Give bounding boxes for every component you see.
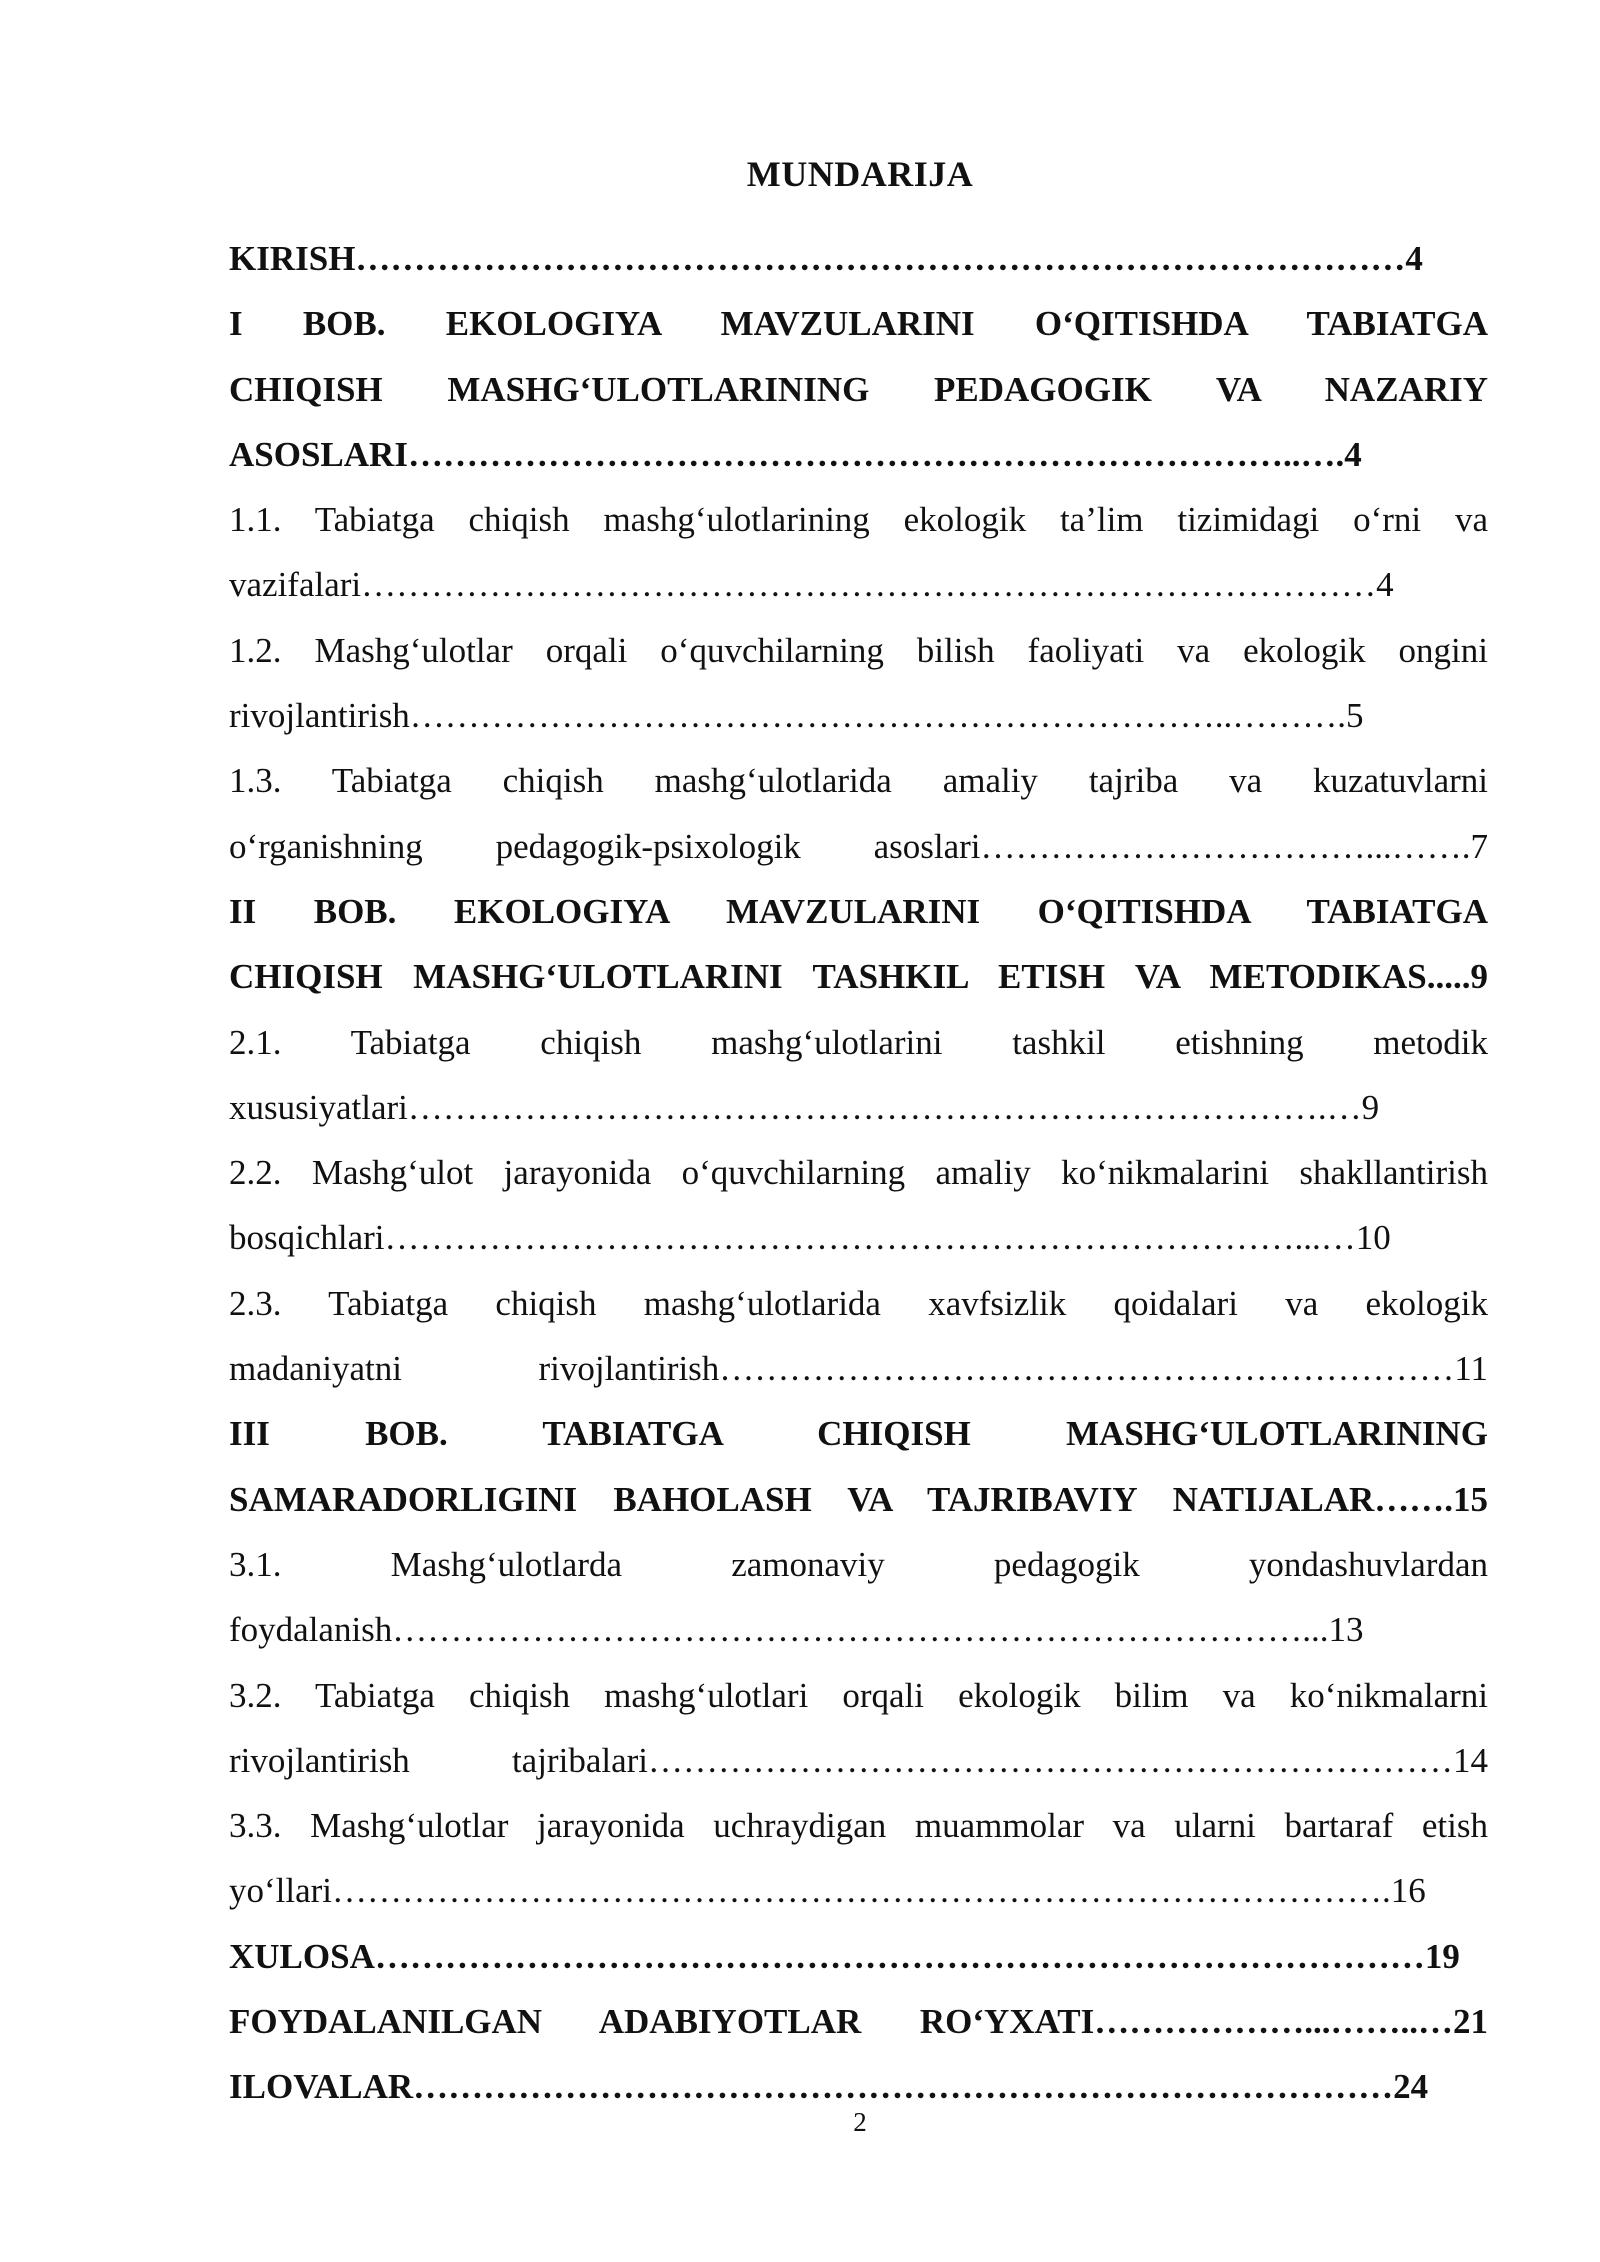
toc-entry (229, 1010, 1488, 1141)
toc-line: III BOB. TABIATGA CHIQISH MASHG‘ULOTLARINING (229, 1414, 1488, 1454)
toc-entry (229, 1532, 1488, 1663)
toc-line: XULOSA………………………………………………………………………………19 (229, 1936, 1460, 1976)
table-of-contents (229, 226, 1488, 2120)
toc-entry (229, 1401, 1488, 1532)
toc-entry (229, 226, 1488, 291)
toc-line: yo‘llari……………………………………………………………………………….16 (229, 1871, 1426, 1911)
toc-line: ILOVALAR…………………………………………………………………………24 (229, 2067, 1429, 2107)
toc-line: madaniyatni rivojlantirish………………………………………………………11 (229, 1349, 1488, 1389)
toc-line: vazifalari……………………………………………………………………………4 (229, 565, 1394, 605)
toc-line: foydalanish……………………………………………………………………...13 (229, 1610, 1364, 1650)
toc-line: 2.2. Mashg‘ulot jarayonida o‘quvchilarning amaliy ko‘nikmalarini shakllantirish (229, 1153, 1488, 1193)
toc-line: CHIQISH MASHG‘ULOTLARINI TASHKIL ETISH VA METODIKAS.....9 (229, 957, 1488, 997)
toc-line: 2.3. Tabiatga chiqish mashg‘ulotlarida xavfsizlik qoidalari va ekologik (229, 1283, 1488, 1323)
toc-entry (229, 1271, 1488, 1402)
toc-entry (229, 879, 1488, 1010)
toc-line: o‘rganishning pedagogik-psixologik asoslari……………………………...…….7 (229, 826, 1488, 866)
toc-line: 3.2. Tabiatga chiqish mashg‘ulotlari orqali ekologik bilim va ko‘nikmalarni (229, 1675, 1488, 1715)
page-number: 2 (853, 2107, 867, 2137)
toc-entry (229, 1663, 1488, 1794)
toc-line: ASOSLARI…………………………………………………………………..….4 (229, 434, 1362, 474)
toc-line: 2.1. Tabiatga chiqish mashg‘ulotlarini tashkil etishning metodik (229, 1022, 1488, 1062)
toc-line: rivojlantirish……………………………………………………………..……….5 (229, 696, 1364, 736)
page-title: MUNDARIJA (746, 154, 974, 194)
toc-line: 1.3. Tabiatga chiqish mashg‘ulotlarida amaliy tajriba va kuzatuvlarni (229, 761, 1488, 801)
toc-entry (229, 1989, 1488, 2054)
toc-line: I BOB. EKOLOGIYA MAVZULARINI O‘QITISHDA TABIATGA (229, 304, 1488, 344)
toc-entry (229, 618, 1488, 749)
toc-line: KIRISH………………………………………………………………………………4 (229, 239, 1423, 278)
toc-line: 3.1. Mashg‘ulotlarda zamonaviy pedagogik yondashuvlardan (229, 1544, 1488, 1584)
toc-line: 1.2. Mashg‘ulotlar orqali o‘quvchilarning bilish faoliyati va ekologik ongini (229, 630, 1488, 670)
toc-entry (229, 487, 1488, 618)
toc-line: rivojlantirish tajribalari……………………………………………………………14 (229, 1740, 1488, 1780)
toc-entry (229, 748, 1488, 879)
toc-line: xususiyatlari…………………………………………………………………….…9 (229, 1087, 1380, 1127)
toc-entry (229, 1793, 1488, 1924)
toc-line: 3.3. Mashg‘ulotlar jarayonida uchraydigan muammolar va ularni bartaraf etish (229, 1806, 1488, 1846)
toc-line: 1.1. Tabiatga chiqish mashg‘ulotlarining ekologik ta’lim tizimidagi o‘rni va (229, 500, 1488, 540)
toc-line: bosqichlari……………………………………………………………………...…10 (229, 1218, 1391, 1258)
toc-line: CHIQISH MASHG‘ULOTLARINING PEDAGOGIK VA NAZARIY (229, 369, 1488, 409)
toc-line: FOYDALANILGAN ADABIYOTLAR RO‘YXATI………………...……..…21 (229, 2002, 1488, 2042)
toc-entry (229, 291, 1488, 487)
toc-entry (229, 1924, 1488, 1989)
toc-line: II BOB. EKOLOGIYA MAVZULARINI O‘QITISHDA TABIATGA (229, 891, 1488, 931)
toc-line: SAMARADORLIGINI BAHOLASH VA TAJRIBAVIY NATIJALAR…….15 (229, 1479, 1488, 1519)
toc-entry (229, 1140, 1488, 1271)
